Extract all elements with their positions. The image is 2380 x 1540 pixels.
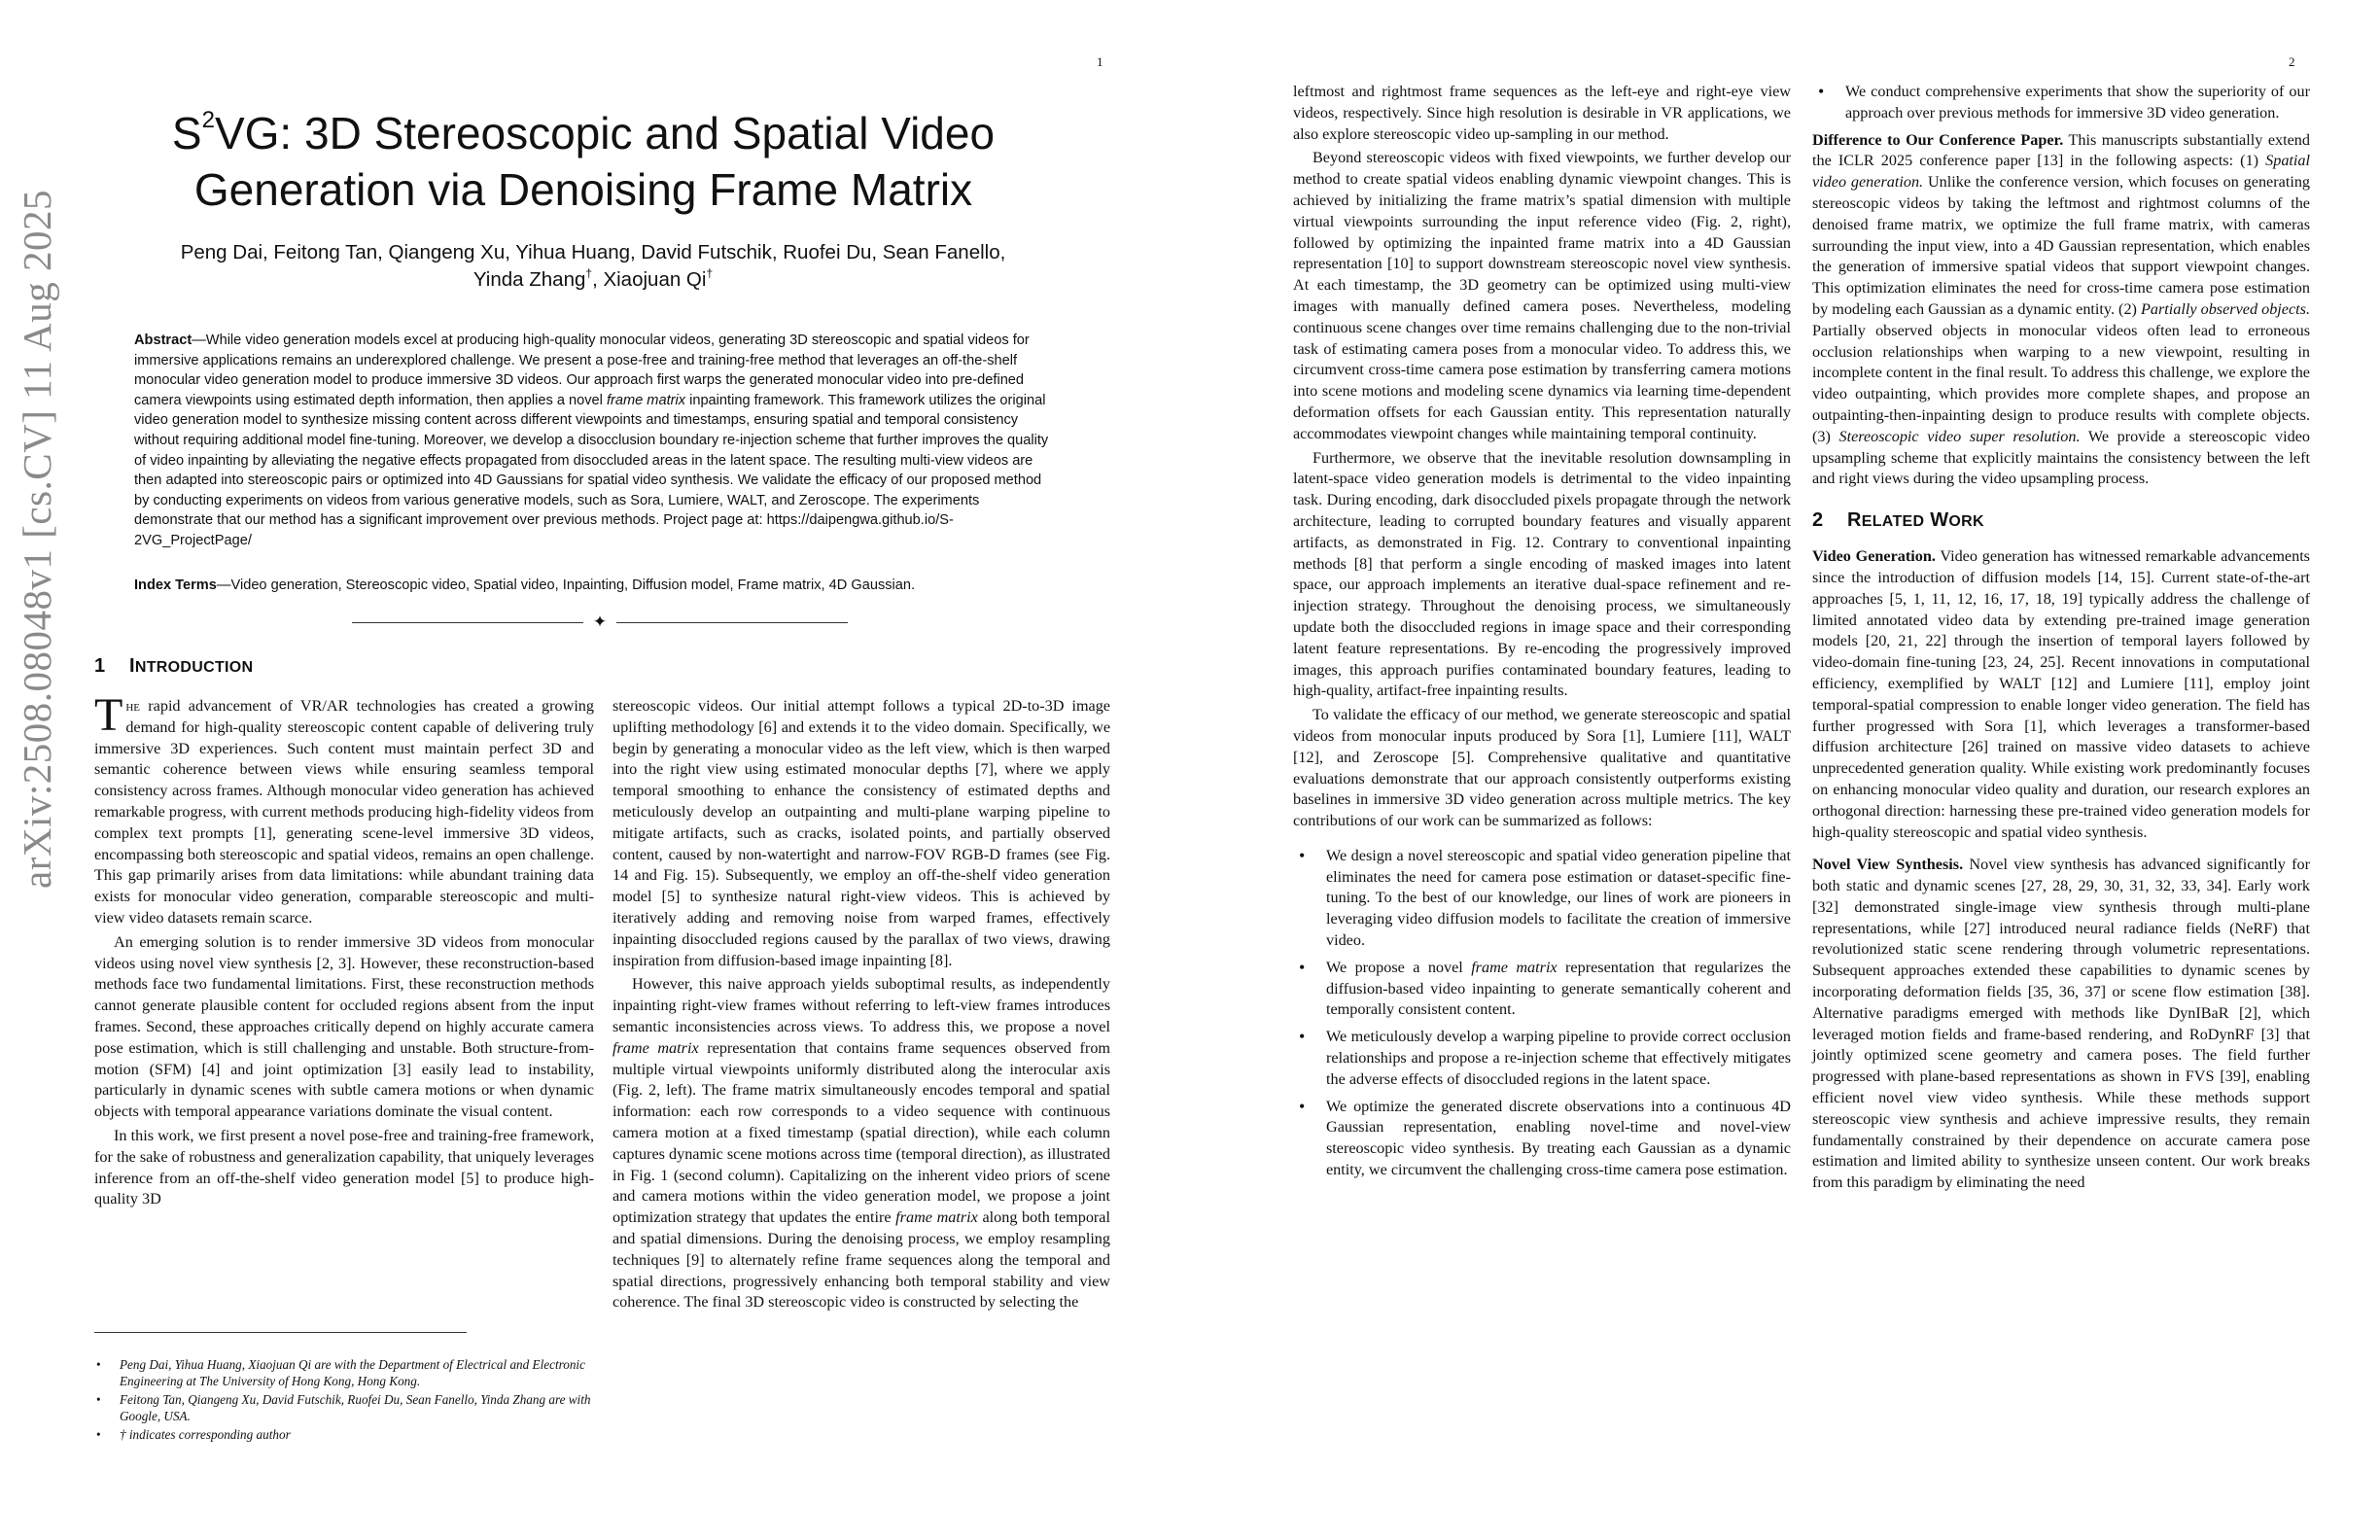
small-caps-lead: he <box>125 697 140 715</box>
section-title-initial: W <box>1930 509 1949 532</box>
dagger-mark: † <box>706 266 714 280</box>
paragraph: In this work, we first present a novel pose-free and training-free framework, for the sake of robustness and generalization capability, that uniquely leverages inference from an off-the-shelf video generation model [5] to produce high-quality 3D <box>94 1126 594 1208</box>
list-item: • We design a novel stereoscopic and spatial video generation pipeline that eliminates the need for camera pose estimation or dataset-specific fine-tuning. To the best of our knowledge, our lines of work are pioneers in leveraging video diffusion models to facilitate the creation of immersive video. <box>1293 846 1791 952</box>
section-heading-related-work <box>1812 508 1984 535</box>
index-terms-label: Index Terms <box>134 578 217 593</box>
page-2 <box>1190 0 2380 1540</box>
emphasis: frame matrix <box>1471 958 1558 976</box>
divider-diamond-icon: ✦ <box>592 612 608 632</box>
paragraph-text: We provide a stereoscopic video upsampling scheme that explicitly maintains the consistency between the left and right views during the video upsampling process. <box>1812 427 2311 488</box>
paragraph-text: Partially observed objects in monocular videos often lead to erroneous occlusion relationships when warping to a new viewpoint, resulting in incomplete content in the final result. To address this challenge, we explore the video outpainting, which provides more complete shapes, and propose an outpainting-then-inpainting design to produce results with complete objects. (3) <box>1812 321 2310 445</box>
paragraph <box>1812 130 2310 491</box>
paragraph-text: along both temporal and spatial dimensions. During the denoising process, we employ resampling techniques [9] to alternately refine frame sequences along the temporal and spatial directions, progressively enhancing both temporal stability and view coherence. The final 3D stereoscopic video is constructed by selecting the <box>612 1208 1110 1312</box>
column-right <box>1812 82 2310 1194</box>
contribution-list-continued <box>1812 82 2310 124</box>
author-corresponding-1: Yinda Zhang <box>472 268 586 291</box>
page-number: 2 <box>2289 54 2295 69</box>
section-heading-wrapper <box>1812 490 2310 542</box>
section-number: 2 <box>1812 509 1824 532</box>
section-divider <box>352 612 848 632</box>
list-item-text: We propose a novel <box>1326 958 1472 976</box>
page-number: 1 <box>1097 54 1103 69</box>
column-left <box>1293 82 1791 1187</box>
paragraph-label: Video Generation. <box>1812 547 1936 566</box>
list-item: • We conduct comprehensive experiments that show the superiority of our approach over previous methods for immersive 3D video generation. <box>1812 82 2310 124</box>
paragraph-text: Video generation has witnessed remarkable advancements since the introduction of diffusion models [14, 15]. Current state-of-the-art approaches [5, 1, 11, 12, 16, 17, 18, 19] typically address the challenge of limited annotated video data by extending pre-trained image generation models [20, 21, 22] through the insertion of temporal layers followed by video-domain fine-tuning [23, 24, 25]. Recent innovations in computational efficiency, exemplified by WALT [12] and Lumiere [11], employ joint temporal-spatial compression to enable longer video generation. The field has further progressed with Sora [1], which leverages a transformer-based diffusion architecture [26] trained on massive video datasets to achieve unprecedented generation quality. While existing work predominantly focuses on enhancing monocular video quality and duration, our research explores an orthogonal direction: harnessing these pre-trained video generation models for high-quality stereoscopic and spatial video synthesis. <box>1812 547 2310 841</box>
dagger-mark: † <box>585 266 593 280</box>
footnote: • † indicates corresponding author <box>94 1427 594 1444</box>
abstract-emphasis: frame matrix <box>606 392 686 408</box>
author-list <box>126 239 1060 294</box>
list-item <box>1293 958 1791 1021</box>
list-item: • We meticulously develop a warping pipeline to provide correct occlusion relationships and propose a re-injection scheme that effectively mitigates the adverse effects of disoccluded regions in the latent space. <box>1293 1027 1791 1090</box>
paragraph-text: representation that contains frame sequences observed from multiple virtual viewpoints uniformly distributed along the interocular axis (Fig. 2, left). The frame matrix simultaneously encodes temporal and spatial information: each row corresponds to a video sequence with continuous camera motion at a fixed timestamp (spatial direction), while each column captures dynamic scene motions across time (temporal direction), as illustrated in Fig. 1 (second column). Capitalizing on the inherent video priors of scene and camera motions within the video generation model, we propose a joint optimization strategy that updates the entire <box>612 1038 1111 1227</box>
footnotes <box>94 1357 594 1447</box>
title-line2: Generation via Denoising Frame Matrix <box>193 164 973 215</box>
section-title-rest: ORK <box>1948 513 1984 531</box>
paper-title <box>117 105 1050 218</box>
arxiv-stamp: arXiv:2508.08048v1 [cs.CV] 11 Aug 2025 <box>15 190 59 889</box>
list-item-text: representation that regularizes the diffusion-based video inpainting to generate semantically coherent and temporally consistent content. <box>1326 958 1791 1019</box>
contribution-list <box>1293 846 1791 1181</box>
paragraph <box>1812 855 2310 1194</box>
emphasis: Stereoscopic video super resolution. <box>1838 427 2081 445</box>
authors-line1: Peng Dai, Feitong Tan, Qiangeng Xu, Yihua Huang, David Futschik, Ruofei Du, Sean Fanello, <box>180 241 1006 263</box>
index-terms-text: —Video generation, Stereoscopic video, Spatial video, Inpainting, Diffusion model, Frame matrix, 4D Gaussian. <box>216 578 916 593</box>
section-heading-introduction <box>94 653 253 681</box>
paragraph: An emerging solution is to render immersive 3D videos from monocular videos using novel view synthesis [2, 3]. However, these reconstruction-based methods face two fundamental limitations. First, these reconstruction methods cannot generate plausible content for occluded regions absent from the input frames. Second, these approaches critically depend on highly accurate camera pose estimation, which is still challenging and unstable. Both structure-from-motion (SFM) [4] and joint optimization [3] easily lead to instability, particularly in dynamic scenes with subtle camera motions or when dynamic objects with temporal appearance variations dominate the visual content. <box>94 932 594 1121</box>
title-line1: VG: 3D Stereoscopic and Spatial Video <box>214 108 996 158</box>
paragraph: Beyond stereoscopic videos with fixed viewpoints, we further develop our method to create spatial videos enabling dynamic viewpoint changes. This is achieved by initializing the frame matrix’s spatial dimension with multiple virtual viewpoints surrounding the input reference video (Fig. 2, right), followed by optimizing the inpainted frame matrix into a 4D Gaussian representation [10] to support downstream stereoscopic novel view synthesis. At each timestamp, the 3D geometry can be optimized using multi-view images with manually defined camera poses. Nevertheless, modeling continuous scene changes over time remains challenging due to the non-trivial task of estimating camera poses from a monocular video. To address this, we circumvent cross-time camera pose estimation by transferring camera motions into scene motions and modeling scene dynamics via learning time-dependent deformation offsets for each Gaussian entity. This representation naturally accommodates viewpoint changes while maintaining temporal continuity. <box>1293 149 1791 442</box>
paragraph <box>1812 546 2310 843</box>
section-title-rest: ELATED <box>1861 513 1925 531</box>
paragraph-text: Novel view synthesis has advanced significantly for both static and dynamic scenes [27, 28, 29, 30, 31, 32, 33, 34]. Early work [32] demonstrated single-image view synthesis through multi-plane representations, while [27] introduced neural radiance fields (NeRF) that revolutionized static scene rendering through volumetric representations. Subsequent approaches extended these capabilities to dynamic scenes by incorporating deformation fields [35, 36, 37] or scene flow estimation [38]. Alternative paradigms emerged with methods like DynIBaR [2], which leveraged motion fields and frame-based rendering, and RoDynRF [3] that jointly optimized scene geometry and camera poses. The field further progressed with plane-based representations as shown in FVS [39], enabling efficient novel view video synthesis. While these methods support stereoscopic view synthesis and achieve impressive results, they remain fundamentally constrained by their dependence on accurate camera pose estimation and limited ability to synthesize unseen content. Our work breaks from this paradigm by eliminating the need <box>1812 856 2310 1192</box>
section-title-initial: R <box>1847 509 1862 532</box>
paragraph-text: Unlike the conference version, which focuses on generating stereoscopic videos by taking the leftmost and rightmost columns of the denoised frame matrix, we optimize the full frame matrix, with cameras surrounding the input view, into a 4D Gaussian representation, which enables the generation of immersive spatial videos that support viewpoint changes. This optimization eliminates the need for cross-time camera pose estimation by modeling each Gaussian as a dynamic entity. (2) <box>1812 173 2311 318</box>
paragraph: leftmost and rightmost frame sequences as the left-eye and right-eye view videos, respectively. Since high resolution is desirable in VR applications, we also explore stereoscopic video up-sampling in our method. <box>1293 83 1791 143</box>
paragraph <box>94 689 594 929</box>
emphasis: frame matrix <box>895 1208 978 1227</box>
paragraph: Furthermore, we observe that the inevitable resolution downsampling in latent-space video generation models is detrimental to the video inpainting task. During encoding, dark disoccluded pixels propagate through the network architecture, leading to corrupted boundary features and visually apparent artifacts, as demonstrated in Fig. 12. Contrary to conventional inpainting methods [8] that perform a single encoding of masked images into latent space, our approach implements an iterative dual-space refinement and re-injection strategy. Throughout the denoising process, we simultaneously update both the disoccluded regions in image space and their corresponding latent feature representations. By re-encoding the progressively improved images, this approach purifies contaminated boundary features, leading to high-quality, artifact-free inpainting results. <box>1293 448 1791 700</box>
emphasis: frame matrix <box>612 1038 699 1057</box>
paragraph-label: Difference to Our Conference Paper. <box>1812 130 2064 149</box>
paragraph-text: rapid advancement of VR/AR technologies has created a growing demand for high-quality stereoscopic content capable of delivering truly immersive 3D experiences. Such content must maintain perfect 3D and semantic coherence between views while ensuring seamless temporal consistency across frames. Although monocular video generation has achieved remarkable progress, with current methods producing high-fidelity videos from complex text prompts [1], generating scene-level immersive 3D videos, encompassing both stereoscopic and spatial videos, remains an open challenge. This gap primarily arises from data limitations: while abundant training data exists for monocular video generation, comparable stereoscopic and multi-view video datasets remain scarce. <box>94 697 594 927</box>
index-terms <box>134 576 1051 595</box>
drop-cap: T <box>94 689 123 741</box>
footnote-rule <box>94 1332 467 1333</box>
paragraph-text: This manuscripts substantially extend the ICLR 2025 conference paper [13] in the following aspects: (1) <box>1812 130 2310 170</box>
paragraph: To validate the efficacy of our method, we generate stereoscopic and spatial videos from monocular inputs produced by Sora [1], Lumiere [11], WALT [12], and Zeroscope [5]. Comprehensive qualitative and quantitative evaluations demonstrate that our approach consistently outperforms existing baselines in immersive 3D video generation across multiple metrics. The key contributions of our work can be summarized as follows: <box>1293 706 1791 830</box>
column-right <box>612 696 1110 1313</box>
abstract-text: inpainting framework. This framework utilizes the original video generation model to synthesize missing content across different viewpoints and timestamps, ensuring spatial and temporal consistency without requiring additional model fine-tuning. Moreover, we develop a disocclusion boundary re-injection scheme that further improves the quality of video inpainting by alleviating the negative effects propagated from disoccluded areas in the latent space. The resulting multi-view videos are then adapted into stereoscopic pairs or optimized into 4D Gaussians for spatial video synthesis. We validate the efficacy of our proposed method by conducting experiments on videos from various generative models, such as Sora, Lumiere, WALT, and Zeroscope. The experiments demonstrate that our method has a significant improvement over previous methods. Project page at: https://daipengwa.github.io/S-2VG_ProjectPage/ <box>134 392 1049 548</box>
emphasis: Spatial video generation. <box>1812 152 2310 192</box>
author-corresponding-2: , Xiaojuan Qi <box>592 268 707 291</box>
title-prefix: S <box>171 108 202 158</box>
list-item: • We optimize the generated discrete observations into a continuous 4D Gaussian representation, enabling novel-time and novel-view stereoscopic video synthesis. By treating each Gaussian as a dynamic entity, we circumvent the challenging cross-time camera pose estimation. <box>1293 1097 1791 1181</box>
paragraph-text: However, this naive approach yields suboptimal results, as independently inpainting right-view frames without referring to left-view frames introduces semantic inconsistencies across views. To address this, we propose a novel <box>612 975 1110 1035</box>
emphasis: Partially observed objects. <box>2141 299 2310 318</box>
section-number: 1 <box>94 655 106 677</box>
abstract-text: —While video generation models excel at producing high-quality monocular videos, generating 3D stereoscopic and spatial videos for immersive applications remains an underexplored challenge. We present a pose-free and training-free method that leverages an off-the-shelf monocular video generation model to produce immersive 3D videos. Our approach first warps the generated monocular video into pre-defined camera viewpoints using estimated depth information, then applies a novel <box>134 332 1030 408</box>
paragraph <box>612 974 1110 1313</box>
paragraph: stereoscopic videos. Our initial attempt follows a typical 2D-to-3D image uplifting methodology [6] and extends it to the video domain. Specifically, we begin by generating a monocular video as the left view, which is then warped into the right view using estimated monocular depths [7], where we apply temporal smoothing to enhance the consistency of estimated depths and meticulously develop an outpainting and multi-plane warping pipeline to mitigate artifacts, such as cracks, isolated points, and partially observed content, caused by non-watertight and narrow-FOV RGB-D frames (see Fig. 14 and Fig. 15). Subsequently, we employ an off-the-shelf video generation model [5] to synthesize natural right-view videos. This is achieved by iteratively adding and removing noise from warped frames, effectively inpainting disoccluded regions caused by the parallax of two views, drawing inspiration from diffusion-based image inpainting [8]. <box>612 697 1110 969</box>
footnote: • Feitong Tan, Qiangeng Xu, David Futschik, Ruofei Du, Sean Fanello, Yinda Zhang are with Google, USA. <box>94 1392 594 1424</box>
abstract <box>134 331 1051 551</box>
paragraph-label: Novel View Synthesis. <box>1812 856 1964 874</box>
section-title-initial: I <box>129 655 135 677</box>
abstract-label: Abstract <box>134 332 192 348</box>
footnote: • Peng Dai, Yihua Huang, Xiaojuan Qi are with the Department of Electrical and Electronic Engineering at The University of Hong Kong, Hong Kong. <box>94 1357 594 1389</box>
section-title-rest: NTRODUCTION <box>134 659 254 676</box>
title-superscript: 2 <box>201 107 215 133</box>
column-left <box>94 689 594 1210</box>
